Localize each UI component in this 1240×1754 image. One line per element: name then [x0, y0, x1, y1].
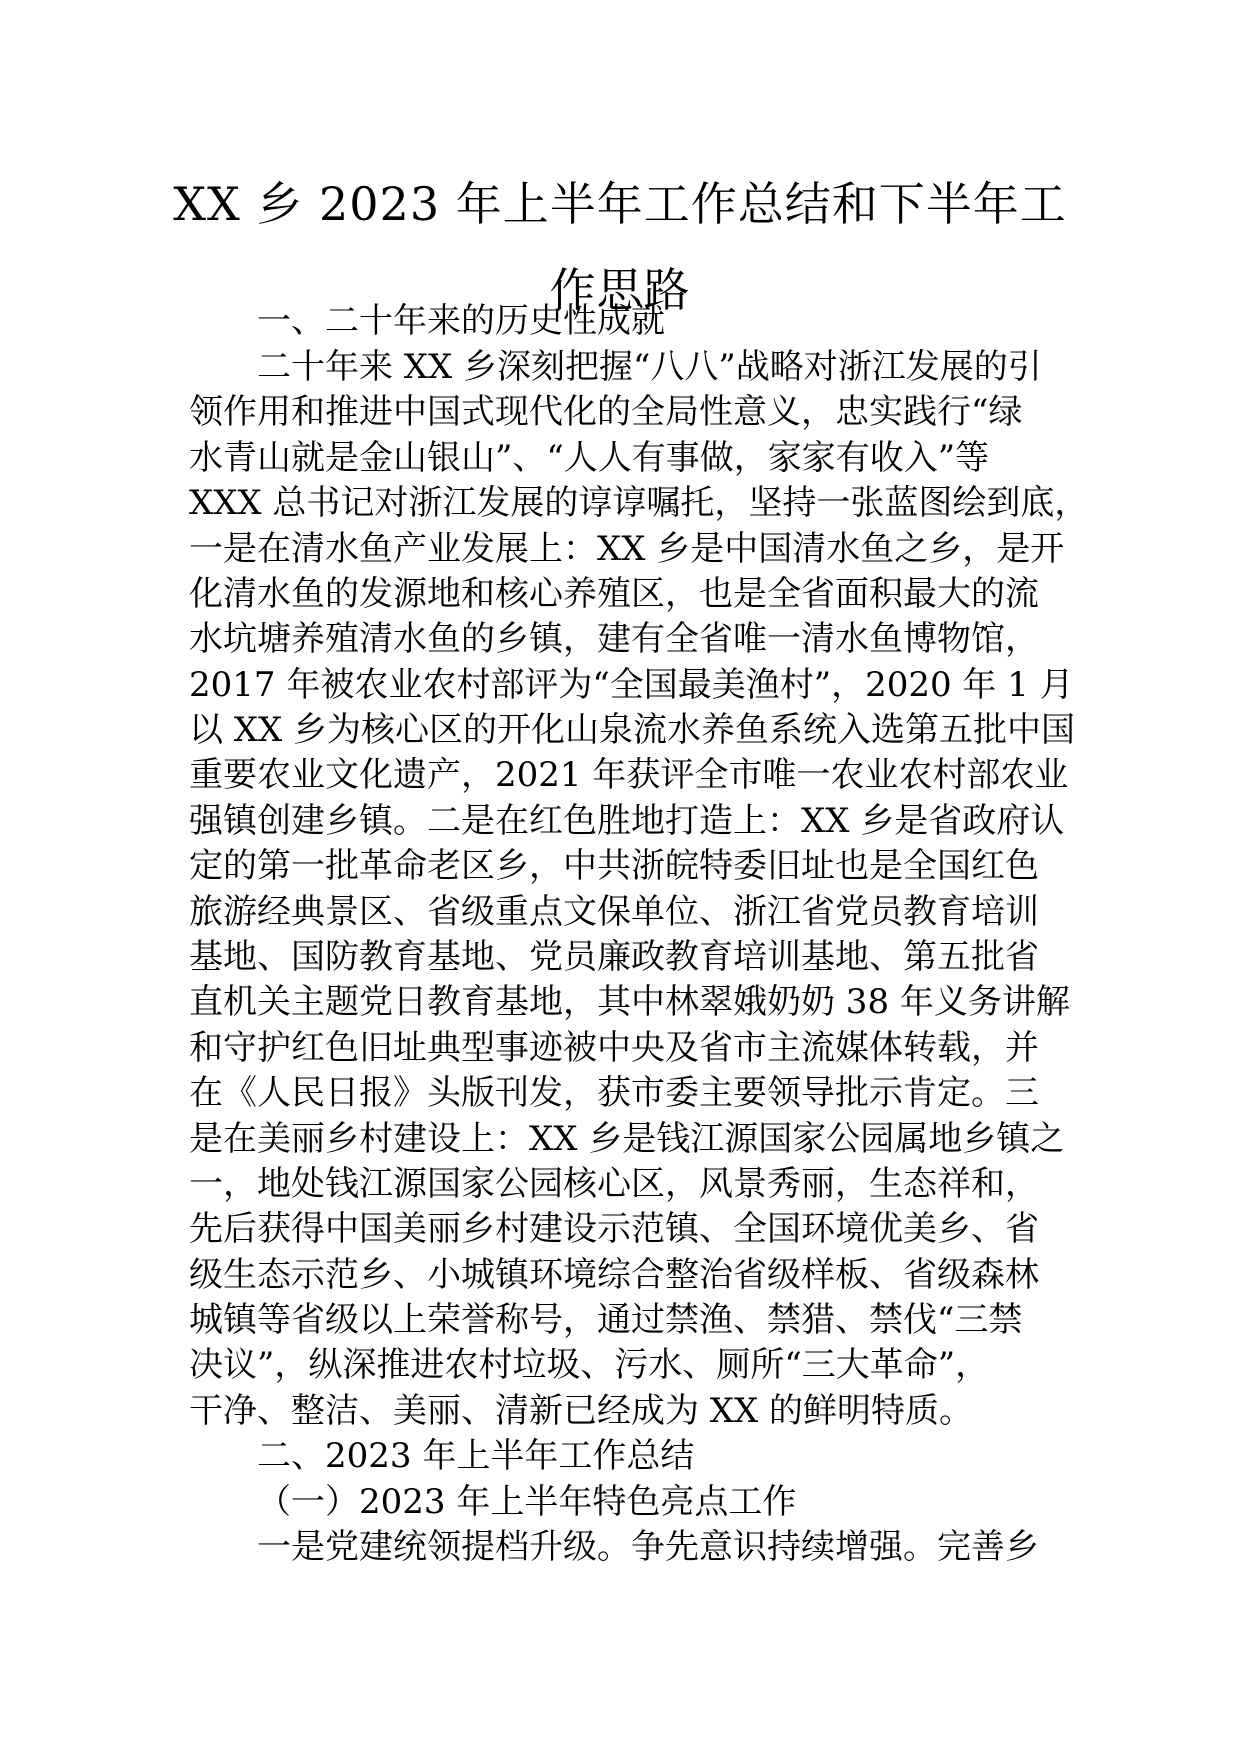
paragraph-line: 水坑塘养殖清水鱼的乡镇，建有全省唯一清水鱼博物馆，	[189, 619, 1039, 659]
document-title-line-2: 作思路	[549, 263, 691, 317]
subsection-1-heading: （一）2023 年上半年特色亮点工作	[257, 1482, 797, 1522]
paragraph-line: 决议”，纵深推进农村垃圾、污水、厕所“三大革命”，	[189, 1345, 990, 1385]
paragraph-line: 强镇创建乡镇。二是在红色胜地打造上：XX 乡是省政府认	[189, 801, 1065, 841]
paragraph-line: 水青山就是金山银山”、“人人有事做，家家有收入”等	[189, 438, 990, 478]
paragraph-line: 和守护红色旧址典型事迹被中央及省市主流媒体转载，并	[189, 1028, 1039, 1068]
paragraph-line: 重要农业文化遗产，2021 年获评全市唯一农业农村部农业	[189, 755, 1069, 795]
paragraph-line: 领作用和推进中国式现代化的全局性意义，忠实践行“绿	[189, 392, 1023, 432]
paragraph-line: 直机关主题党日教育基地，其中林翠娥奶奶 38 年义务讲解	[189, 982, 1070, 1022]
document-title-line-1: XX 乡 2023 年上半年工作总结和下半年工	[173, 177, 1067, 231]
paragraph-line: 一是党建统领提档升级。争先意识持续增强。完善乡	[257, 1527, 1039, 1567]
paragraph-line: 级生态示范乡、小城镇环境综合整治省级样板、省级森林	[189, 1255, 1039, 1295]
paragraph-line: 先后获得中国美丽乡村建设示范镇、全国环境优美乡、省	[189, 1209, 1039, 1249]
paragraph-line: 在《人民日报》头版刊发，获市委主要领导批示肯定。三	[189, 1073, 1039, 1113]
paragraph-line: 2017 年被农业农村部评为“全国最美渔村”，2020 年 1 月	[189, 665, 1074, 705]
paragraph-line: 二十年来 XX 乡深刻把握“八八”战略对浙江发展的引	[257, 347, 1042, 387]
paragraph-line: 一是在清水鱼产业发展上：XX 乡是中国清水鱼之乡，是开	[189, 529, 1065, 569]
section-2-heading: 二、2023 年上半年工作总结	[257, 1436, 695, 1476]
paragraph-line: 定的第一批革命老区乡，中共浙皖特委旧址也是全国红色	[189, 846, 1039, 886]
paragraph-line: 是在美丽乡村建设上：XX 乡是钱江源国家公园属地乡镇之	[189, 1119, 1065, 1159]
paragraph-line: 城镇等省级以上荣誉称号，通过禁渔、禁猎、禁伐“三禁	[189, 1300, 1023, 1340]
paragraph-line: XXX 总书记对浙江发展的谆谆嘱托，坚持一张蓝图绘到底，	[189, 483, 1089, 523]
paragraph-line: 旅游经典景区、省级重点文保单位、浙江省党员教育培训	[189, 892, 1039, 932]
paragraph-line: 化清水鱼的发源地和核心养殖区，也是全省面积最大的流	[189, 574, 1039, 614]
paragraph-line: 干净、整洁、美丽、清新已经成为 XX 的鲜明特质。	[189, 1391, 974, 1431]
paragraph-line: 基地、国防教育基地、党员廉政教育培训基地、第五批省	[189, 937, 1039, 977]
section-1-heading: 一、二十年来的历史性成就	[257, 301, 665, 341]
paragraph-line: 以 XX 乡为核心区的开化山泉流水养鱼系统入选第五批中国	[189, 710, 1076, 750]
paragraph-line: 一，地处钱江源国家公园核心区，风景秀丽，生态祥和，	[189, 1164, 1039, 1204]
